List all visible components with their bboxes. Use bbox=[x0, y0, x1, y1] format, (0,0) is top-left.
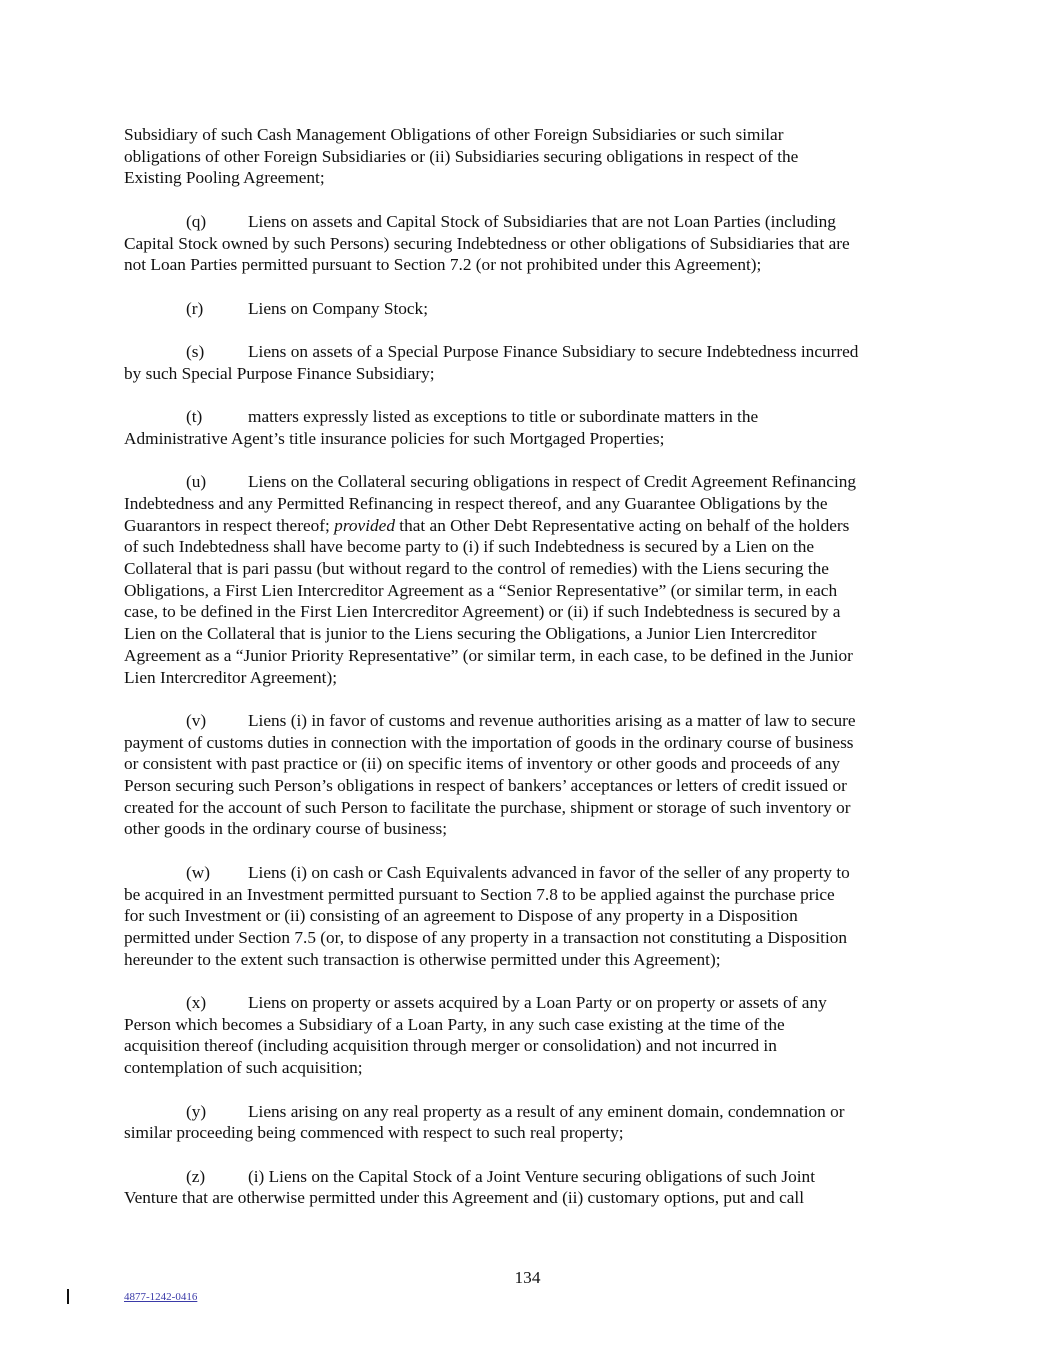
text-line: Administrative Agent’s title insurance policies for such Mortgaged Properties; bbox=[124, 428, 665, 448]
clause-z bbox=[124, 1166, 934, 1209]
text-line: payment of customs duties in connection with the importation of goods in the ordinary course of business bbox=[124, 732, 854, 752]
clause-label: (w) bbox=[186, 862, 210, 882]
clause-v bbox=[124, 710, 934, 840]
clause-u bbox=[124, 471, 934, 688]
clause-label: (x) bbox=[186, 993, 207, 1012]
text-line: (s) Liens on assets of a Special Purpose Finance Subsidiary to secure Indebtedness incurred bbox=[186, 341, 859, 361]
clause-y bbox=[124, 1101, 934, 1144]
clause-label: (t) bbox=[186, 407, 203, 427]
text-line: Capital Stock owned by such Persons) securing Indebtedness or other obligations of Subsidiaries that are bbox=[124, 233, 850, 253]
text-line: (x) Liens on property or assets acquired by a Loan Party or on property or assets of any bbox=[186, 993, 827, 1012]
text-line: contemplation of such acquisition; bbox=[124, 1058, 363, 1078]
italic-term: provided bbox=[334, 515, 395, 535]
text-line: Lien Intercreditor Agreement); bbox=[124, 667, 338, 687]
clause-label: (s) bbox=[186, 341, 205, 361]
text-line: (q) Liens on assets and Capital Stock of Subsidiaries that are not Loan Parties (including bbox=[186, 211, 836, 231]
text-line: be acquired in an Investment permitted pursuant to Section 7.8 to be applied against the purchase price bbox=[124, 884, 835, 904]
text-line: (w) Liens (i) on cash or Cash Equivalents advanced in favor of the seller of any property to bbox=[186, 862, 850, 882]
text-line: (y) Liens arising on any real property as a result of any eminent domain, condemnation or bbox=[186, 1101, 845, 1121]
text-line: (z) (i) Liens on the Capital Stock of a Joint Venture securing obligations of such Joint bbox=[186, 1166, 815, 1186]
clause-label: (v) bbox=[186, 710, 207, 730]
clause-s bbox=[124, 341, 934, 384]
clause-label: (r) bbox=[186, 298, 204, 318]
text-line: Subsidiary of such Cash Management Obligations of other Foreign Subsidiaries or such similar bbox=[124, 125, 784, 144]
document-body bbox=[124, 124, 934, 1231]
clause-label: (u) bbox=[186, 472, 207, 492]
clause-list bbox=[124, 211, 934, 1209]
text-line: case, to be defined in the First Lien Intercreditor Agreement) or (ii) if such Indebtedness is secured by a bbox=[124, 602, 841, 622]
text-line: other goods in the ordinary course of business; bbox=[124, 819, 448, 839]
text-line: acquisition thereof (including acquisition through merger or consolidation) and not incurred in bbox=[124, 1036, 777, 1056]
clause-w bbox=[124, 862, 934, 971]
text-line: by such Special Purpose Finance Subsidiary; bbox=[124, 363, 435, 383]
text-line: Person securing such Person’s obligations in respect of bankers’ acceptances or letters of credit issued or bbox=[124, 776, 847, 795]
text-line: obligations of other Foreign Subsidiaries or (ii) Subsidiaries securing obligations in respect of the bbox=[124, 146, 799, 166]
clause-x bbox=[124, 992, 934, 1079]
clause-label: (y) bbox=[186, 1101, 207, 1121]
text-line: hereunder to the extent such transaction is otherwise permitted under this Agreement); bbox=[124, 949, 721, 969]
clause-label: (z) bbox=[186, 1166, 206, 1186]
text-line: or consistent with past practice or (ii) on specific items of inventory or other goods and proceeds of any bbox=[124, 754, 841, 774]
text-line: of such Indebtedness shall have become party to (i) if such Indebtedness is secured by a Lien on the bbox=[124, 537, 815, 557]
text-line: Indebtedness and any Permitted Refinancing in respect thereof, and any Guarantee Obligations by the bbox=[124, 493, 828, 513]
change-bar bbox=[67, 1289, 69, 1304]
text-line: similar proceeding being commenced with respect to such real property; bbox=[124, 1123, 624, 1143]
clause-r bbox=[124, 298, 934, 320]
continuation-paragraph bbox=[124, 124, 934, 189]
text-line: permitted under Section 7.5 (or, to dispose of any property in a transaction not constituting a Disposition bbox=[124, 927, 848, 947]
text-line: Lien on the Collateral that is junior to the Liens securing the Obligations, a Junior Lien Intercreditor bbox=[124, 624, 817, 644]
text-line: Collateral that is pari passu (but without regard to the control of remedies) with the Liens securing the bbox=[124, 558, 829, 578]
text-line: (r) Liens on Company Stock; bbox=[186, 298, 429, 318]
text-line: created for the account of such Person to facilitate the purchase, shipment or storage of such inventory or bbox=[124, 797, 851, 817]
document-id-link[interactable]: 4877-1242-0416 bbox=[124, 1291, 198, 1303]
text-line: not Loan Parties permitted pursuant to Section 7.2 (or not prohibited under this Agreement); bbox=[124, 255, 762, 275]
text-line: Existing Pooling Agreement; bbox=[124, 168, 325, 188]
text-line: (v) Liens (i) in favor of customs and revenue authorities arising as a matter of law to secure bbox=[186, 710, 856, 730]
text-line: Person which becomes a Subsidiary of a Loan Party, in any such case existing at the time of the bbox=[124, 1014, 785, 1034]
text-line: for such Investment or (ii) consisting of an agreement to Dispose of any property in a Disposition bbox=[124, 906, 798, 926]
text-line: (u) Liens on the Collateral securing obligations in respect of Credit Agreement Refinancing bbox=[186, 472, 857, 492]
clause-label: (q) bbox=[186, 211, 207, 231]
text-line: Obligations, a First Lien Intercreditor Agreement as a “Senior Representative” (or similar term, in each bbox=[124, 580, 838, 600]
text-line: Venture that are otherwise permitted under this Agreement and (ii) customary options, put and call bbox=[124, 1188, 805, 1208]
clause-q bbox=[124, 211, 934, 276]
clause-t bbox=[124, 406, 934, 449]
text-line: Guarantors in respect thereof; provided that an Other Debt Representative acting on behalf of the holders bbox=[124, 515, 850, 535]
page-number: 134 bbox=[514, 1268, 541, 1287]
text-line: Agreement as a “Junior Priority Representative” (or similar term, in each case, to be defined in the Junior bbox=[124, 645, 853, 665]
text-line: (t) matters expressly listed as exceptions to title or subordinate matters in the bbox=[186, 407, 759, 427]
